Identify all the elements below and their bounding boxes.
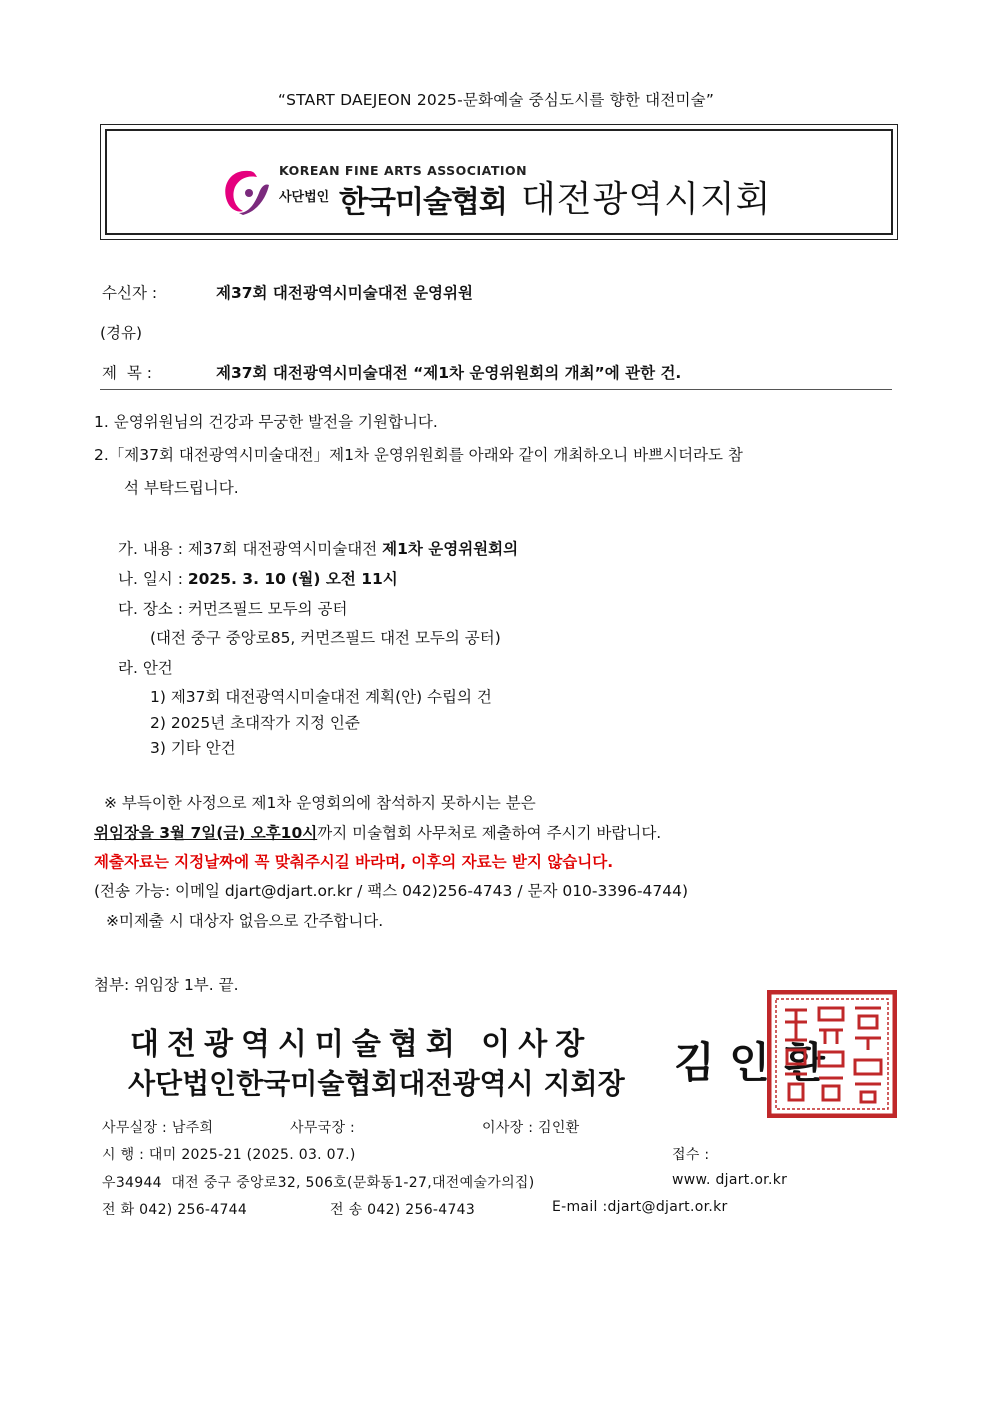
kfaa-logo-icon <box>219 167 273 217</box>
agenda-item: 3) 기타 안건 <box>150 739 236 757</box>
subject: 제37회 대전광역시미술대전 “제1차 운영위원회의 개최”에 관한 건. <box>216 364 682 382</box>
agenda-item: 1) 제37회 대전광역시미술대전 계획(안) 수립의 건 <box>150 688 492 706</box>
fax: 전 송 042) 256-4743 <box>330 1202 476 1218</box>
deadline: 위임장을 3월 7일(금) 오후10시 <box>94 824 318 842</box>
secretary-general: 사무국장 : <box>290 1120 356 1136</box>
recipient: 제37회 대전광역시미술대전 운영위원 <box>216 284 473 302</box>
notice-contact: (전송 가능: 이메일 djart@djart.or.kr / 팩스 042)256-4743 / 문자 010-3396-4744) <box>94 882 689 900</box>
office-manager: 사무실장 : 남주희 <box>102 1120 214 1136</box>
slogan: “START DAEJEON 2025-문화예술 중심도시를 향한 대전미술” <box>277 91 715 109</box>
notice-no-submission: ※미제출 시 대상자 없음으로 간주합니다. <box>106 912 384 930</box>
item-content-value: 제1차 운영위원회의 <box>382 540 519 558</box>
via: (경유) <box>100 324 143 342</box>
agenda-item: 2) 2025년 초대작가 지정 인준 <box>150 714 360 732</box>
item-agenda: 라. 안건 <box>118 659 173 677</box>
item-content <box>118 537 518 559</box>
paragraph-2-line-2: 석 부탁드립니다. <box>124 479 239 497</box>
attachment: 첨부: 위임장 1부. 끝. <box>94 976 239 994</box>
notice-line-2 <box>94 821 661 843</box>
issue-number: 시 행 : 대미 2025-21 (2025. 03. 07.) <box>102 1147 356 1163</box>
signature-title-1: 대전광역시미술협회 이사장 <box>130 1027 593 1062</box>
notice-line-1: ※ 부득이한 사정으로 제1차 운영회의에 참석하지 못하시는 분은 <box>104 794 536 812</box>
notice-line-2-rest: 까지 미술협회 사무처로 제출하여 주시기 바랍니다. <box>317 824 662 842</box>
subject-label: 제 목 : <box>102 364 152 382</box>
phone: 전 화 042) 256-4744 <box>102 1202 248 1218</box>
item-content-label: 가. 내용 : 제37회 대전광역시미술대전 <box>118 540 383 558</box>
email-link[interactable]: E-mail :djart@djart.or.kr <box>552 1199 728 1215</box>
association-english-name: KOREAN FINE ARTS ASSOCIATION <box>279 163 528 178</box>
association-korean-name: 한국미술협회 <box>339 185 507 220</box>
item-place-address: (대전 중구 중앙로85, 커먼즈필드 대전 모두의 공터) <box>150 629 501 647</box>
receipt: 접수 : <box>672 1147 710 1163</box>
paragraph-2-line-1: 2.「제37회 대전광역시미술대전」제1차 운영위원회를 아래와 같이 개최하오니 바쁘시더라도 참 <box>94 446 743 464</box>
website-link[interactable]: www. djart.or.kr <box>672 1172 788 1188</box>
paragraph-1: 1. 운영위원님의 건강과 무궁한 발전을 기원합니다. <box>94 413 438 431</box>
address: 우34944 대전 중구 중앙로32, 506호(문화동1-27,대전예술가의집) <box>102 1175 535 1191</box>
notice-warning: 제출자료는 지정날짜에 꼭 맞춰주시길 바라며, 이후의 자료는 받지 않습니다. <box>94 853 614 871</box>
corporation-label: 사단법인 <box>279 190 330 205</box>
item-datetime-label: 나. 일시 : <box>118 570 188 588</box>
item-datetime-value: 2025. 3. 10 (월) 오전 11시 <box>187 570 398 588</box>
item-datetime <box>118 567 398 589</box>
subject-divider <box>100 389 892 390</box>
branch-name: 대전광역시지회 <box>521 179 772 220</box>
chairman: 이사장 : 김인환 <box>482 1120 580 1136</box>
letterhead-inner-border <box>105 129 893 235</box>
official-seal-icon <box>767 990 897 1118</box>
item-place: 다. 장소 : 커먼즈필드 모두의 공터 <box>118 600 348 618</box>
signature-title-2: 사단법인한국미술협회대전광역시 지회장 <box>128 1067 625 1100</box>
signer-name: 김 인 환 <box>674 1038 825 1087</box>
recipient-label: 수신자 : <box>102 284 158 302</box>
letterhead <box>100 124 898 240</box>
